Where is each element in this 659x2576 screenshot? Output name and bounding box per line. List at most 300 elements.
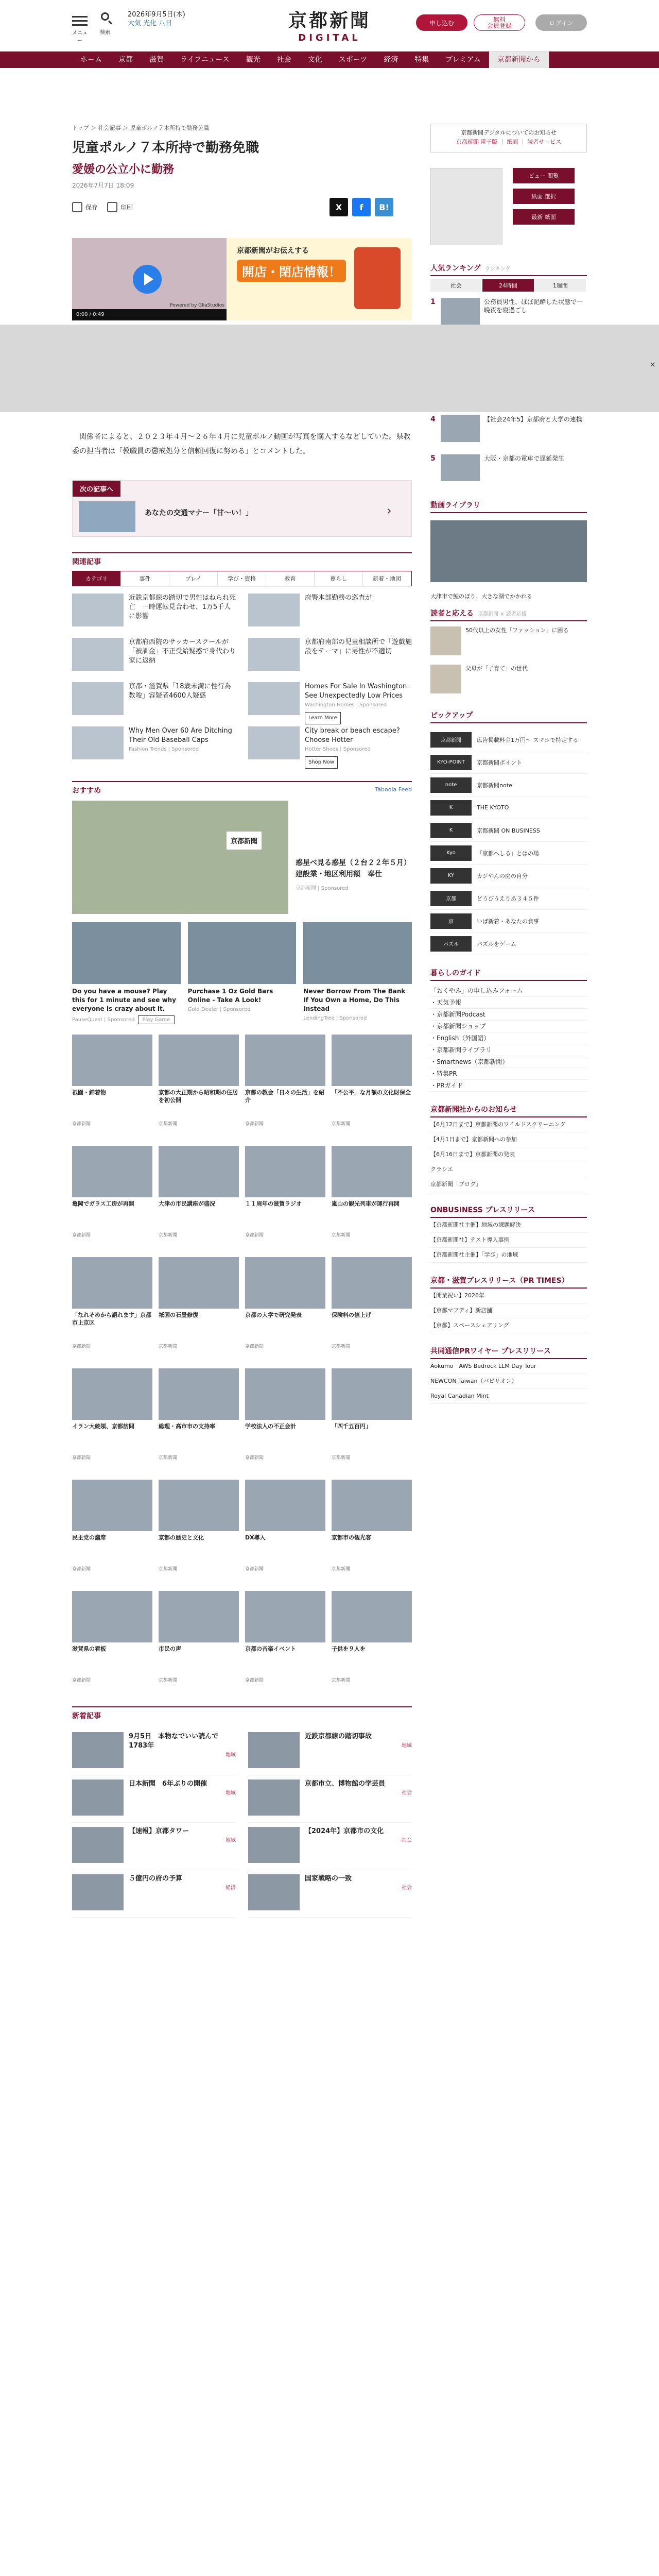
card-title: Do you have a mouse? Play this for 1 minute and see why everyone is crazy about it. <box>72 988 177 1012</box>
ranking-heading: 人気ランキング <box>430 264 481 273</box>
related-item[interactable] <box>248 594 412 633</box>
pr-item[interactable]: 【京都】スペースシェアリング <box>430 1318 587 1333</box>
tile-title: 「不公平」な月額の文化財保全 <box>332 1089 411 1096</box>
osusume-title <box>72 781 412 795</box>
member-register-button[interactable]: 無料 会員登録 <box>474 14 525 31</box>
pickup-text: 京都新聞note <box>477 782 512 789</box>
related-text <box>305 638 412 677</box>
tile-image <box>332 1591 412 1642</box>
news-tile[interactable] <box>72 1257 152 1362</box>
menu-button[interactable] <box>72 13 88 44</box>
tile-image <box>245 1480 325 1531</box>
nav-item-2[interactable]: 滋賀 <box>149 56 164 64</box>
article-body: 関係者によると、２０２３年４月～２６年４月に児童ポルノ動画が写真を購入するなどしていた。県教委の担当者は「教職員の懲戒処分と信頼回復に努める」とコメントした。 <box>72 433 411 455</box>
newlist-text <box>305 1827 412 1870</box>
related-thumbnail <box>72 726 124 759</box>
live-caption: 大津市で鯉のぼり、大きな湖でかかれる <box>430 593 532 600</box>
life-item[interactable]: ・PRガイド <box>430 1080 587 1092</box>
life-item[interactable]: ・天気予報 <box>430 997 587 1009</box>
tile-image <box>245 1591 325 1642</box>
card-source-text: PauseQuest | Sponsored <box>72 1017 135 1023</box>
video-promo <box>72 238 412 320</box>
related-title: 京都・滋賀県「18歳未満に性行為教唆」容疑者4600人疑惑 <box>129 683 231 700</box>
related-item[interactable] <box>248 726 412 766</box>
reader-list <box>430 626 587 698</box>
sponsored-card[interactable] <box>303 922 412 1024</box>
tile-image <box>72 1368 152 1420</box>
tile-source: 京都新聞 <box>245 1678 264 1683</box>
paper-btn-3[interactable]: 最新 紙面 <box>513 209 575 225</box>
nav-item-0[interactable]: ホーム <box>80 56 102 64</box>
tile-title: 滋賀県の看板 <box>72 1646 106 1652</box>
onb-item[interactable]: 【京都新聞社】テスト導入事例 <box>430 1233 587 1248</box>
login-button[interactable]: ログイン <box>535 14 587 31</box>
ranking-tabs <box>430 279 587 292</box>
related-thumbnail <box>248 682 300 715</box>
news-tile[interactable] <box>245 1146 325 1251</box>
pickup-item[interactable] <box>430 887 587 910</box>
life-item[interactable]: ・京都新聞ライブラリ <box>430 1044 587 1056</box>
search-icon <box>101 12 109 21</box>
life-item[interactable]: ・Smartnews（京都新聞） <box>430 1056 587 1068</box>
newlist-thumbnail <box>248 1827 300 1863</box>
pickup-text: THE KYOTO <box>477 804 509 811</box>
tile-source: 京都新聞 <box>159 1233 178 1238</box>
bookmark-icon <box>72 202 82 212</box>
ranking-thumbnail <box>441 298 480 325</box>
pickup-text: 京都新聞 ON BUSINESS <box>477 827 540 834</box>
news-tile[interactable] <box>245 1035 325 1140</box>
newlist-item[interactable] <box>72 1823 236 1870</box>
news-tile[interactable] <box>245 1257 325 1362</box>
news-tiles <box>72 1035 412 1696</box>
related-text <box>305 726 412 766</box>
related-tab-4[interactable]: 教育 <box>266 571 315 586</box>
tile-source: 京都新聞 <box>245 1455 264 1461</box>
tile-source: 京都新聞 <box>245 1233 264 1238</box>
reader-thumbnail <box>430 626 461 655</box>
article-tools <box>72 197 412 217</box>
life-item[interactable]: ・京都新聞ショップ <box>430 1021 587 1032</box>
video-timebar[interactable]: 0:00 / 0:49 <box>72 309 227 320</box>
pickup-logo: note <box>430 777 472 793</box>
osusume-featured[interactable] <box>72 801 412 914</box>
onb-item[interactable]: 【京都新聞社主催】「学び」の地域 <box>430 1248 587 1263</box>
notice-item[interactable]: 京都新聞「ブログ」 <box>430 1177 587 1192</box>
article-date: 2026年7月7日 18:09 <box>72 182 134 189</box>
pickup-item[interactable] <box>430 910 587 933</box>
taboola-label[interactable]: Taboola Feed <box>375 786 412 793</box>
tile-source: 京都新聞 <box>245 1567 264 1572</box>
related-tab-6[interactable]: 新着・地図 <box>363 571 411 586</box>
tile-image <box>332 1480 412 1531</box>
reader-thumbnail <box>430 665 461 693</box>
tile-source: 京都新聞 <box>72 1122 91 1127</box>
news-tile[interactable] <box>72 1480 152 1585</box>
pickup-item[interactable] <box>430 774 587 796</box>
search-button[interactable] <box>100 12 114 36</box>
related-text <box>129 594 236 633</box>
notice-item[interactable]: 【6月16日まで】京都新聞の発表 <box>430 1147 587 1162</box>
newlist-item[interactable] <box>72 1870 236 1918</box>
newlist-thumbnail <box>248 1732 300 1768</box>
play-icon[interactable] <box>133 265 162 294</box>
pickup-item[interactable] <box>430 751 587 774</box>
tile-title: 民主党の議席 <box>72 1534 106 1541</box>
print-icon <box>107 202 117 212</box>
ranking-item[interactable] <box>430 454 587 487</box>
notice-item[interactable]: クラシエ <box>430 1162 587 1177</box>
tile-image <box>245 1035 325 1086</box>
ranking-sub: ランキング <box>484 266 511 272</box>
newlist-thumbnail <box>72 1732 124 1768</box>
tile-image <box>332 1368 412 1420</box>
life-item[interactable]: ・特集PR <box>430 1068 587 1080</box>
related-item[interactable] <box>72 726 236 766</box>
breadcrumb[interactable]: トップ ＞ 社会記事 ＞ 児童ポルノ７本所持で勤務免職 <box>72 125 210 131</box>
news-tile[interactable] <box>245 1368 325 1473</box>
tile-image <box>72 1146 152 1197</box>
paper-preview <box>430 168 587 250</box>
tile-source: 京都新聞 <box>332 1233 351 1238</box>
related-item[interactable] <box>248 682 412 721</box>
onb-title: ONBUSINESS プレスリリース <box>430 1205 587 1218</box>
notice-list <box>430 1117 587 1192</box>
tile-title: 市民の声 <box>159 1646 181 1652</box>
reader-heading: 読者と応える <box>430 609 474 618</box>
next-label: 次の記事へ <box>73 481 120 497</box>
tile-title: 祇園の石畳修復 <box>159 1312 198 1318</box>
live-video[interactable] <box>430 520 587 600</box>
news-tile[interactable] <box>332 1591 412 1696</box>
tile-image <box>159 1035 239 1086</box>
date-weather <box>128 10 185 28</box>
ranking-title: 大阪・京都の電車で遅延発生 <box>484 455 565 462</box>
pickup-logo: K <box>430 800 472 816</box>
tile-title: 「四千五百円」 <box>332 1423 371 1430</box>
related-text <box>129 638 236 677</box>
notice-box[interactable] <box>430 124 587 152</box>
video-powered: Powered by GliaStudios <box>170 303 224 308</box>
nav-item-11[interactable]: 京都新聞から <box>489 52 549 68</box>
kpr-item[interactable]: Aokumo AWS Bedrock LLM Day Tour <box>430 1359 587 1374</box>
card-image <box>72 922 181 984</box>
newlist-tag: 地域 <box>226 1790 236 1796</box>
pickup-text: いば新着・あなたの食事 <box>477 918 539 925</box>
related-item[interactable] <box>72 638 236 677</box>
ranking-title: 【社会24年5】京都府と大学の連携 <box>484 416 582 423</box>
tile-title: 京都の大学で研究発表 <box>245 1312 302 1318</box>
close-icon[interactable]: × <box>650 361 656 369</box>
life-list <box>430 985 587 1092</box>
onb-item[interactable]: 【京都新聞社主催】地域の課題解決 <box>430 1218 587 1233</box>
promo-banner[interactable] <box>227 238 412 320</box>
print-button[interactable] <box>107 202 133 212</box>
kpr-item[interactable]: NEWCON Taiwan（パビリオン） <box>430 1374 587 1389</box>
newlist-text <box>129 1780 236 1822</box>
search-label: 検索 <box>100 30 110 36</box>
news-tile[interactable] <box>72 1368 152 1473</box>
card-image <box>303 922 412 984</box>
newlist-text <box>129 1874 236 1917</box>
pickup-list <box>430 728 587 955</box>
share-facebook-button[interactable] <box>352 198 371 216</box>
newlist-item[interactable] <box>248 1775 412 1823</box>
related-title: 近鉄京都線の踏切で男性はねられ死亡 一時運転見合わせ、1万5千人に影響 <box>129 594 236 620</box>
save-button[interactable] <box>72 202 98 212</box>
onb-list <box>430 1218 587 1263</box>
pickup-logo: K <box>430 823 472 838</box>
news-tile[interactable] <box>245 1591 325 1696</box>
tile-image <box>72 1035 152 1086</box>
notice-item[interactable]: 【6月12日まで】京都新聞のワイルドスクリーニング <box>430 1117 587 1132</box>
newlist-thumbnail <box>72 1780 124 1816</box>
tile-source: 京都新聞 <box>332 1455 351 1461</box>
article-title: 児童ポルノ７本所持で勤務免職 <box>72 140 259 156</box>
article-subtitle: 愛媛の公立小に勤務 <box>72 163 175 176</box>
kpr-title: 共同通信PRワイヤー プレスリリース <box>430 1346 587 1359</box>
news-tile[interactable] <box>159 1035 239 1140</box>
pickup-logo: KY <box>430 868 472 884</box>
nav-item-7[interactable]: スポーツ <box>338 56 368 64</box>
site-logo[interactable] <box>257 6 402 43</box>
newlist-item[interactable] <box>72 1775 236 1823</box>
related-tab-0[interactable]: カテゴリ <box>73 571 121 586</box>
tile-title: 保険料の値上げ <box>332 1312 371 1318</box>
nav-item-1[interactable]: 京都 <box>118 56 133 64</box>
pickup-item[interactable] <box>430 842 587 865</box>
pickup-logo: KYO-POINT <box>430 755 472 770</box>
ranking-thumbnail <box>441 454 480 481</box>
pickup-item[interactable] <box>430 728 587 751</box>
pickup-text: どうびうえりあ３４５件 <box>477 895 539 902</box>
notice-title: 京都新聞社からのお知らせ <box>430 1104 587 1117</box>
news-tile[interactable] <box>72 1146 152 1251</box>
card-image <box>188 922 297 984</box>
related-tab-5[interactable]: 暮らし <box>315 571 363 586</box>
featured-source: 京都新聞 | Sponsored <box>296 886 349 891</box>
nav-item-9[interactable]: 特集 <box>414 56 429 64</box>
news-tile[interactable] <box>159 1368 239 1473</box>
featured-label: 京都新聞 <box>227 832 262 850</box>
newlist-tag: 経済 <box>226 1885 236 1891</box>
newlist-tag: 地域 <box>226 1752 236 1758</box>
related-item[interactable] <box>72 594 236 633</box>
tile-title: 京都の歴史と文化 <box>159 1534 204 1541</box>
tile-title: 京都の大正期から昭和期の住居を初公開 <box>159 1089 238 1104</box>
tile-image <box>159 1480 239 1531</box>
nav-item-3[interactable]: ライフニュース <box>180 56 230 64</box>
nav-item-4[interactable]: 観光 <box>246 56 261 64</box>
tile-title: 京都の音楽イベント <box>245 1646 296 1652</box>
tile-source: 京都新聞 <box>245 1344 264 1349</box>
news-tile[interactable] <box>332 1480 412 1585</box>
reader-text: 50代以上の女性「ファッション」に困る <box>465 627 569 634</box>
site-header <box>0 0 659 52</box>
pickup-item[interactable] <box>430 865 587 887</box>
news-tile[interactable] <box>332 1146 412 1251</box>
pickup-logo: Kyo <box>430 845 472 861</box>
card-source <box>303 1015 412 1021</box>
news-tile[interactable] <box>332 1035 412 1140</box>
notice-line1: 京都新聞デジタルについてのお知らせ <box>461 129 557 136</box>
news-tile[interactable] <box>72 1591 152 1696</box>
logo-title: 京都新聞 <box>288 10 371 31</box>
tile-image <box>332 1035 412 1086</box>
related-title: 京都府南部の児童相談所で「遊戯施設をテーマ」に男性が不適切 <box>305 638 412 655</box>
newlist-item[interactable] <box>248 1870 412 1918</box>
related-tab-1[interactable]: 事件 <box>121 571 169 586</box>
news-tile[interactable] <box>245 1480 325 1585</box>
news-tile[interactable] <box>159 1591 239 1696</box>
newlist-tag: 社会 <box>402 1790 412 1796</box>
related-text <box>129 682 236 721</box>
pickup-logo: パズル <box>430 936 472 952</box>
sponsored-card[interactable] <box>188 922 297 1024</box>
pickup-item[interactable] <box>430 796 587 819</box>
news-tile[interactable] <box>159 1480 239 1585</box>
reader-item[interactable] <box>430 626 587 659</box>
tile-image <box>72 1591 152 1642</box>
newlist-text <box>305 1874 412 1917</box>
newlist-tag: 社会 <box>402 1838 412 1843</box>
related-thumbnail <box>248 726 300 759</box>
share-x-button[interactable] <box>330 198 348 216</box>
newlist-text <box>129 1732 236 1775</box>
kpr-item[interactable]: Royal Canadian Mint <box>430 1389 587 1404</box>
related-cta[interactable]: Learn More <box>305 712 341 724</box>
tile-title: 亀岡でガラス工房が再開 <box>72 1200 134 1207</box>
nav-item-8[interactable]: 経済 <box>384 56 398 64</box>
ranking-number: 4 <box>430 415 436 423</box>
related-item[interactable] <box>248 638 412 677</box>
related-thumbnail <box>72 594 124 626</box>
subscribe-button[interactable]: 申し込む <box>416 14 467 31</box>
tile-title: 大津の市民講座が盛況 <box>159 1200 215 1207</box>
ranking-thumbnail <box>441 415 480 442</box>
news-tile[interactable] <box>332 1368 412 1473</box>
newlist-item[interactable] <box>248 1728 412 1775</box>
nav-item-5[interactable]: 社会 <box>276 56 291 64</box>
nav-item-10[interactable]: プレミアム <box>445 56 481 64</box>
pickup-logo: 京 <box>430 913 472 929</box>
nav-item-6[interactable]: 文化 <box>307 56 322 64</box>
related-title: City break or beach escape? Choose Hotter <box>305 727 400 744</box>
print-label: 印刷 <box>120 204 133 211</box>
pr-item[interactable]: 【京都マフディ】新店舗 <box>430 1303 587 1318</box>
share-hatena-button[interactable] <box>375 198 393 216</box>
news-tile[interactable] <box>159 1146 239 1251</box>
related-item[interactable] <box>72 682 236 721</box>
header-weather[interactable]: 大気 光化 八日 <box>128 20 172 27</box>
life-item[interactable]: ・京都新聞Podcast <box>430 1009 587 1021</box>
next-thumbnail <box>79 501 135 532</box>
related-tab-3[interactable]: 学び・資格 <box>218 571 266 586</box>
related-thumbnail <box>72 682 124 715</box>
video-player[interactable] <box>72 238 227 320</box>
card-source <box>188 1007 297 1012</box>
notice-item[interactable]: 【4月1日まで】京都新聞への参加 <box>430 1132 587 1147</box>
tile-title: 嵐山の観光列車が運行再開 <box>332 1200 400 1207</box>
pickup-text: 「京都へしる」とはの場 <box>477 850 539 857</box>
pickup-item[interactable] <box>430 933 587 955</box>
paper-btn-2[interactable]: 紙面 選択 <box>513 189 575 204</box>
ranking-tab-2[interactable]: 1週間 <box>535 279 586 292</box>
card-source-text: Gold Dealer | Sponsored <box>187 1007 251 1012</box>
kpr-list <box>430 1359 587 1404</box>
tile-image <box>332 1146 412 1197</box>
related-ad: Washington Homes | Sponsored <box>305 702 387 708</box>
paper-thumbnail[interactable] <box>430 168 502 245</box>
newlist-title: 新着記事 <box>72 1706 412 1721</box>
card-source-text: LendingTree | Sponsored <box>303 1015 367 1021</box>
newlist-tag: 地域 <box>402 1743 412 1749</box>
newlist-item[interactable] <box>72 1728 236 1775</box>
pr-item[interactable]: 【開業祝い】2026年 <box>430 1289 587 1303</box>
ranking-number: 1 <box>430 298 436 306</box>
newlist-title: 京都市立、博物館の学芸員 <box>305 1780 386 1788</box>
life-item[interactable]: ・English（外国語） <box>430 1032 587 1044</box>
pickup-item[interactable] <box>430 819 587 842</box>
pr-list <box>430 1289 587 1333</box>
pickup-text: 広告掲載料金1万円〜 スマホで特定する <box>477 736 579 743</box>
news-tile[interactable] <box>72 1035 152 1140</box>
related-cta[interactable]: Shop Now <box>305 756 338 769</box>
next-article[interactable] <box>72 480 412 537</box>
related-ad: Fashion Trends | Sponsored <box>129 747 199 752</box>
tile-title: イラン大統領、京都訪問 <box>72 1423 134 1430</box>
play-game-button[interactable]: Play Game <box>138 1015 175 1024</box>
card-title: Never Borrow From The Bank If You Own a Home, Do This Instead <box>303 988 406 1012</box>
ranking-item[interactable] <box>430 415 587 448</box>
notice-line2[interactable]: 京都新聞 電子版 ｜ 紙面 ｜ 読者サービス <box>456 139 562 145</box>
newlist-title: 近鉄京都線の踏切事故 <box>305 1733 372 1740</box>
reader-text: 父母が「子育て」の世代 <box>465 665 528 672</box>
sponsored-card[interactable] <box>72 922 181 1024</box>
ad-overlay <box>0 325 659 412</box>
tile-image <box>159 1368 239 1420</box>
news-tile[interactable] <box>332 1257 412 1362</box>
newlist-item[interactable] <box>248 1823 412 1870</box>
related-thumbnail <box>72 638 124 671</box>
ranking-number: 5 <box>430 454 436 463</box>
tile-title: 総理・高市市の支持率 <box>159 1423 215 1430</box>
newlist-tag: 社会 <box>402 1885 412 1891</box>
osusume-heading: おすすめ <box>72 787 101 795</box>
reader-item[interactable] <box>430 665 587 698</box>
ranking-tab-0[interactable]: 社会 <box>430 279 481 292</box>
newlist-thumbnail <box>248 1874 300 1910</box>
save-label: 保存 <box>85 204 98 211</box>
tile-image <box>159 1146 239 1197</box>
life-item[interactable]: 「おくやみ」の申し込みフォーム <box>430 985 587 997</box>
tile-title: 学校法人の不正会計 <box>245 1423 296 1430</box>
paper-btn-1[interactable]: ビュー 閲覧 <box>513 168 575 183</box>
tile-source: 京都新聞 <box>245 1122 264 1127</box>
news-tile[interactable] <box>159 1257 239 1362</box>
related-tab-2[interactable]: ブレイ <box>169 571 218 586</box>
related-title: 府警本部勤務の巡査が <box>305 594 372 602</box>
tile-image <box>245 1368 325 1420</box>
related-list <box>72 594 412 771</box>
ranking-tab-1[interactable]: 24時間 <box>482 279 533 292</box>
newlist-title: 日本新聞 6年ぶりの開催 <box>129 1780 207 1788</box>
featured-text <box>288 801 412 914</box>
sidebar <box>430 124 587 1404</box>
card-source <box>72 1015 181 1024</box>
tile-source: 京都新聞 <box>72 1233 91 1238</box>
next-title: あなたの交通マナー「甘〜い！」 <box>145 509 253 517</box>
